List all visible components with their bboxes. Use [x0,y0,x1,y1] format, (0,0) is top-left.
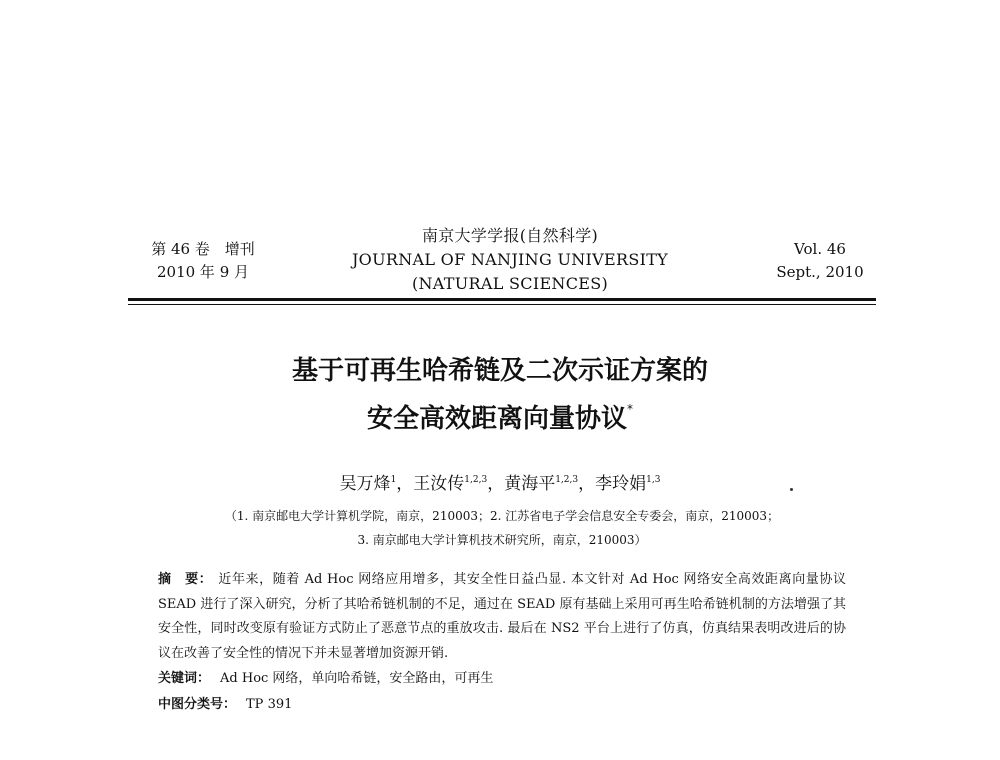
journal-name-en: JOURNAL OF NANJING UNIVERSITY [351,250,669,269]
paper-title [200,352,800,438]
header-right [760,238,880,284]
author-separator: ， [396,474,414,494]
abstract-text: 近年来，随着 Ad Hoc 网络应用增多，其安全性日益凸显. 本文针对 Ad Hoc 网络安全高效距离向量协议 SEAD 进行了深入研究，分析了其哈希链机制的不足，通过在 SEAD 原有基础上采用可再生哈希链机制的方法增强了其安全性，同时改变原有验证方式防止了恶意节点的重放攻击. 最后在 NS2 平台上进行了仿真，仿真结果表明改进后的协议在改善了安全性的情况下并未显著增加资源开销. [158,572,846,661]
author-name: 黄海平 [504,474,556,494]
abstract-label: 摘 要： [158,572,213,587]
author-affil-mark: 1 [390,475,397,485]
title-footnote-mark: * [627,402,633,416]
scan-artifact-dot [790,488,793,491]
journal-masthead [300,224,720,296]
affiliation-line-1: （1. 南京邮电大学计算机学院，南京，210003；2. 江苏省电子学会信息安全专委会，南京，210003； [224,509,780,523]
author-list [200,468,800,496]
header-rule-thick [128,298,876,301]
classification-code: TP 391 [246,697,293,712]
keywords [158,668,846,690]
date-en: Sept., 2010 [776,263,864,281]
affiliation-line-2: 3. 南京邮电大学计算机技术研究所，南京，210003） [357,533,647,547]
author-affil-mark: 1,2,3 [464,475,488,485]
volume-en: Vol. 46 [794,240,846,258]
classification-label: 中图分类号： [158,697,237,712]
author-separator: ， [578,474,596,494]
volume-issue-cn: 第 46 卷 增刊 [151,240,255,258]
keywords-text: Ad Hoc 网络，单向哈希链，安全路由，可再生 [220,671,494,686]
header-left [128,238,278,284]
author-affil-mark: 1,3 [646,475,661,485]
author-affil-mark: 1,2,3 [555,475,579,485]
author-separator: ， [487,474,505,494]
author-name: 王汝传 [413,474,465,494]
classification [158,694,846,716]
journal-name-cn: 南京大学学报(自然科学) [421,226,599,245]
title-line-2 [200,390,800,438]
author-name: 吴万烽 [339,474,391,494]
title-line-1: 基于可再生哈希链及二次示证方案的 [291,356,708,386]
keywords-label: 关键词： [158,671,211,686]
title-line-2-text: 安全高效距离向量协议 [366,404,627,434]
author-name: 李玲娟 [595,474,647,494]
date-cn: 2010 年 9 月 [156,263,250,281]
journal-subtitle-en: (NATURAL SCIENCES) [411,274,609,293]
abstract [158,568,846,666]
header-rule-thin [128,304,876,305]
